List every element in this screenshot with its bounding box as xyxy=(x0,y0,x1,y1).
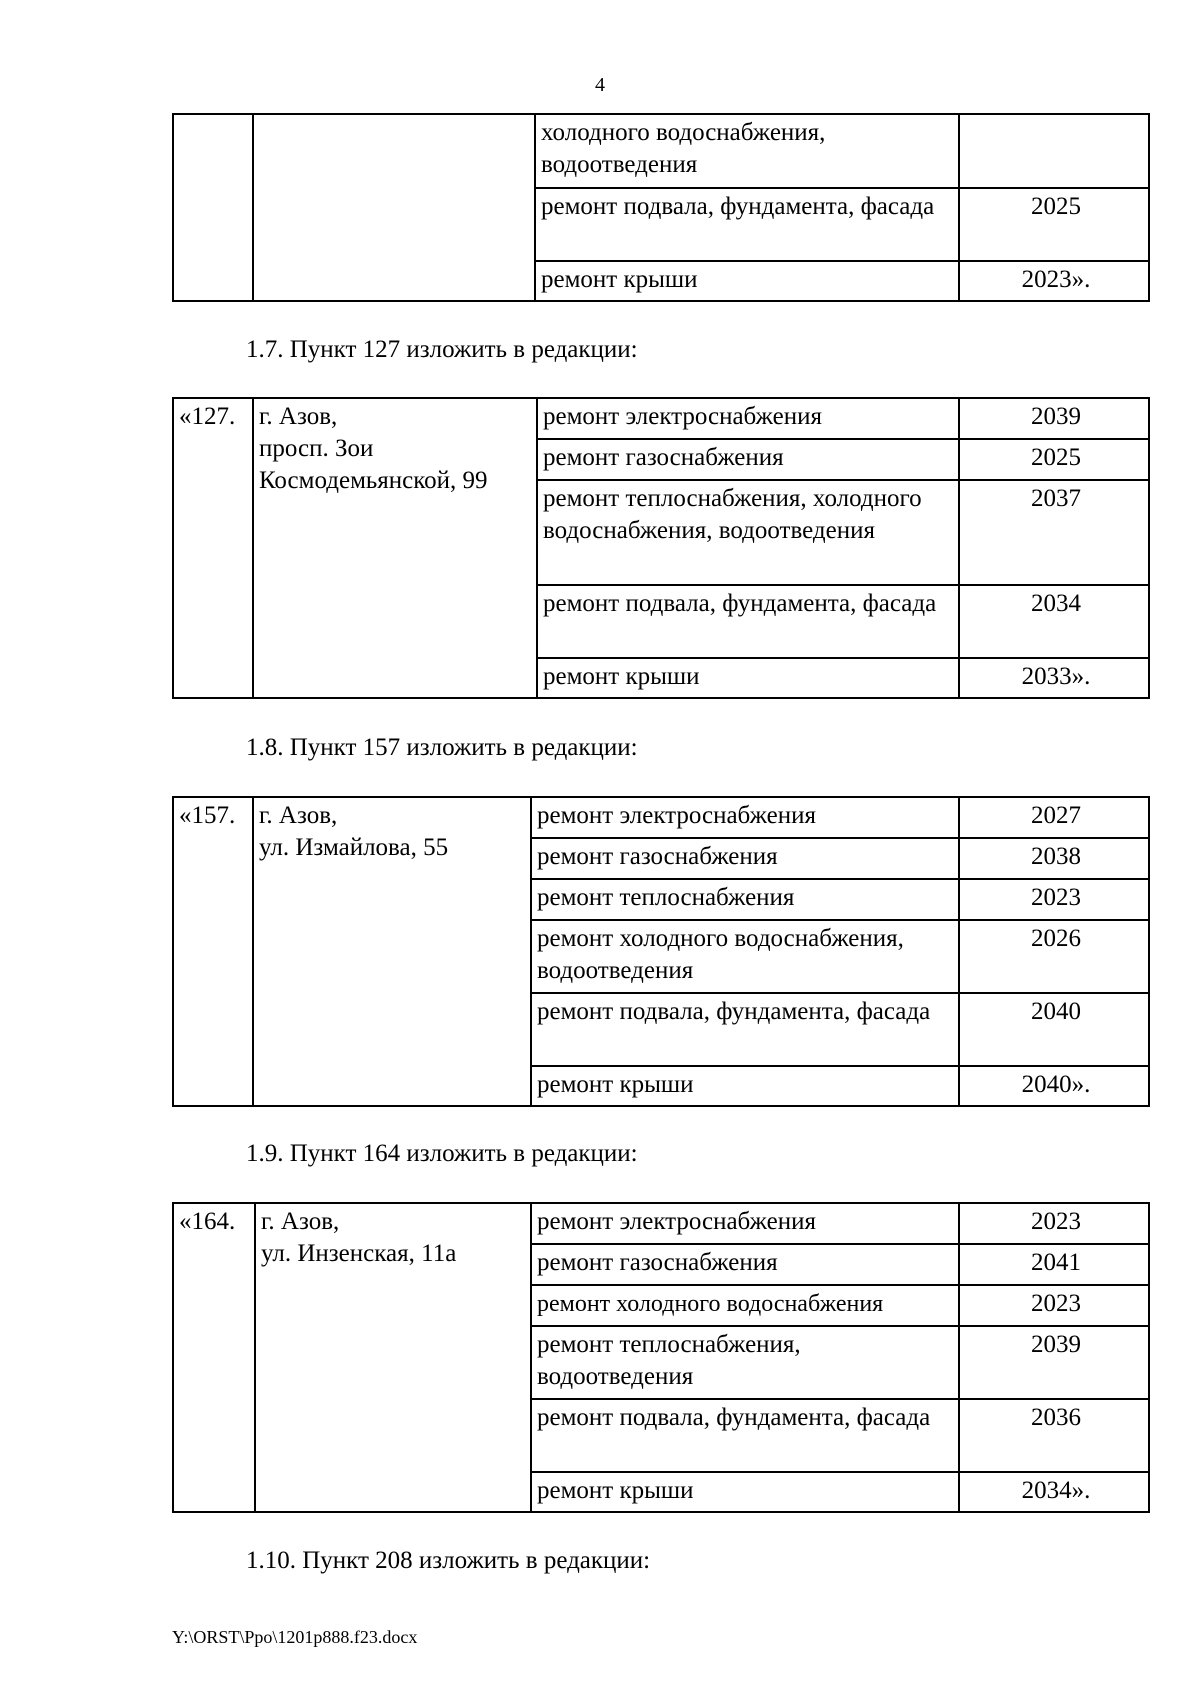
work-cell: ремонт подвала, фундамента, фасада xyxy=(537,585,959,658)
year-cell: 2025 xyxy=(959,439,1149,480)
address-city: г. Азов, xyxy=(259,403,338,430)
year-cell: 2034 xyxy=(959,585,1149,658)
work-cell: ремонт подвала, фундамента, фасада xyxy=(535,188,959,261)
year-cell: 2025 xyxy=(959,188,1149,261)
work-cell: ремонт газоснабжения xyxy=(531,838,959,879)
year-cell: 2034». xyxy=(959,1472,1149,1512)
address-cell xyxy=(253,114,535,301)
work-cell: ремонт холодного водоснабжения xyxy=(531,1285,959,1326)
year-cell: 2023 xyxy=(959,879,1149,920)
address-cell xyxy=(253,398,537,698)
item-table xyxy=(172,397,1150,699)
section-heading: 1.8. Пункт 157 изложить в редакции: xyxy=(246,734,638,761)
work-cell: ремонт газоснабжения xyxy=(537,439,959,480)
year-cell: 2040». xyxy=(959,1066,1149,1106)
work-cell: ремонт подвала, фундамента, фасада xyxy=(531,1399,959,1472)
work-cell: ремонт холодного водоснабжения, водоотведения xyxy=(531,920,959,993)
address-street: ул. Измайлова, 55 xyxy=(259,834,449,861)
year-cell: 2023». xyxy=(959,261,1149,301)
continuation-table xyxy=(172,113,1150,302)
work-cell: ремонт крыши xyxy=(535,261,959,301)
year-cell xyxy=(959,114,1149,188)
work-cell: ремонт крыши xyxy=(531,1066,959,1106)
year-cell: 2041 xyxy=(959,1244,1149,1285)
section-heading: 1.9. Пункт 164 изложить в редакции: xyxy=(246,1140,638,1167)
address-city: г. Азов, xyxy=(261,1208,340,1235)
work-cell: холодного водоснабжения, водоотведения xyxy=(535,114,959,188)
item-table xyxy=(172,796,1150,1107)
work-cell: ремонт электроснабжения xyxy=(537,398,959,439)
work-cell: ремонт подвала, фундамента, фасада xyxy=(531,993,959,1066)
year-cell: 2040 xyxy=(959,993,1149,1066)
item-table xyxy=(172,1202,1150,1513)
work-cell: ремонт газоснабжения xyxy=(531,1244,959,1285)
address-cell xyxy=(255,1203,531,1512)
item-number: «157. xyxy=(173,797,253,1106)
work-cell: ремонт крыши xyxy=(537,658,959,698)
item-number: «127. xyxy=(173,398,253,698)
work-cell: ремонт электроснабжения xyxy=(531,1203,959,1244)
address-street: просп. Зои Космодемьянской, 99 xyxy=(259,435,488,494)
year-cell: 2023 xyxy=(959,1285,1149,1326)
footer-file-path: Y:\ORST\Ppo\1201p888.f23.docx xyxy=(172,1627,418,1647)
number-cell xyxy=(173,114,253,301)
year-cell: 2036 xyxy=(959,1399,1149,1472)
work-cell: ремонт крыши xyxy=(531,1472,959,1512)
address-cell xyxy=(253,797,531,1106)
year-cell: 2038 xyxy=(959,838,1149,879)
year-cell: 2033». xyxy=(959,658,1149,698)
year-cell: 2026 xyxy=(959,920,1149,993)
year-cell: 2039 xyxy=(959,398,1149,439)
page-number: 4 xyxy=(595,74,605,96)
work-cell: ремонт теплоснабжения, холодного водоснабжения, водоотведения xyxy=(537,480,959,585)
address-street: ул. Инзенская, 11а xyxy=(261,1240,457,1267)
year-cell: 2039 xyxy=(959,1326,1149,1399)
item-number: «164. xyxy=(173,1203,255,1512)
address-city: г. Азов, xyxy=(259,802,338,829)
work-cell: ремонт теплоснабжения xyxy=(531,879,959,920)
work-cell: ремонт теплоснабжения, водоотведения xyxy=(531,1326,959,1399)
section-heading: 1.7. Пункт 127 изложить в редакции: xyxy=(246,336,638,363)
year-cell: 2037 xyxy=(959,480,1149,585)
section-heading: 1.10. Пункт 208 изложить в редакции: xyxy=(246,1547,651,1574)
work-cell: ремонт электроснабжения xyxy=(531,797,959,838)
year-cell: 2023 xyxy=(959,1203,1149,1244)
year-cell: 2027 xyxy=(959,797,1149,838)
